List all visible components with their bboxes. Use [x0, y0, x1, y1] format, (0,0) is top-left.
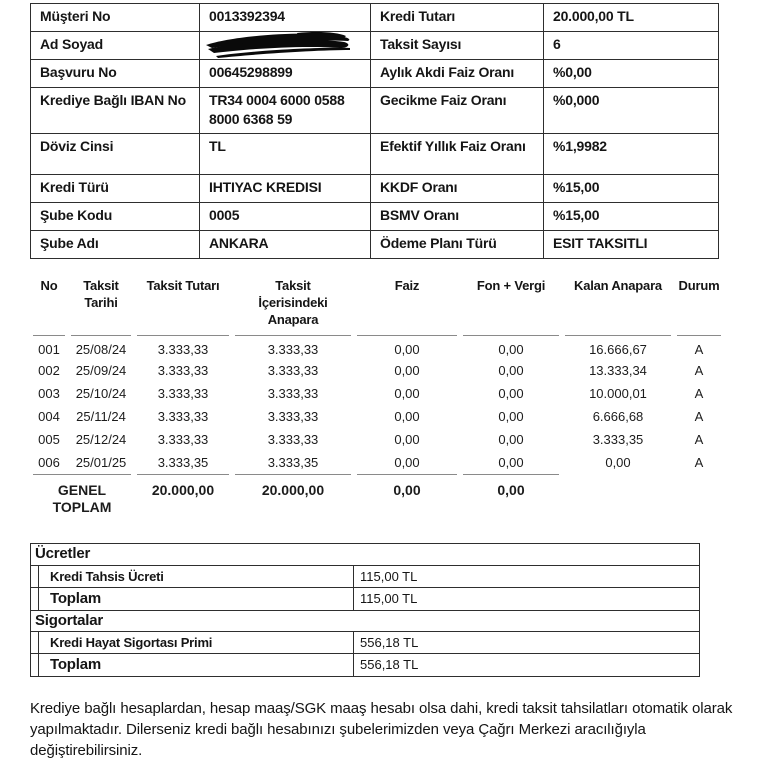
cell-amount: 3.333,33	[157, 342, 209, 358]
info-row	[31, 4, 719, 32]
cell-no: 001	[38, 342, 60, 358]
info-value: %0,00	[544, 59, 719, 87]
cell-date: 25/11/24	[76, 408, 126, 424]
info-label: Başvuru No	[31, 59, 200, 87]
col-header-durum: Durum	[677, 276, 721, 336]
col-header-taksit-tutari: Taksit Tutarı	[137, 276, 229, 336]
cell-date: 25/08/24	[75, 342, 127, 358]
info-value: TR34 0004 6000 0588 8000 6368 59	[200, 87, 371, 134]
cell-status: A	[694, 385, 704, 401]
fee-item-value: 115,00 TL	[353, 566, 699, 587]
cell-interest: 0,00	[394, 385, 420, 401]
cell-principal: 3.333,33	[267, 362, 319, 378]
total-tax: 0,00	[463, 474, 559, 517]
cell-remaining: 16.666,67	[589, 342, 647, 358]
cell-status: A	[694, 408, 704, 424]
cell-date: 25/09/24	[75, 362, 127, 378]
col-header-anapara: Taksit İçerisindeki Anapara	[235, 276, 351, 336]
fee-item-row	[31, 565, 699, 587]
total-amount: 20.000,00	[137, 474, 229, 517]
cell-tax: 0,00	[498, 431, 524, 447]
info-value: %15,00	[544, 203, 719, 231]
col-header-kalan-anapara: Kalan Anapara	[565, 276, 671, 336]
schedule-header-row	[33, 276, 721, 336]
cell-remaining: 10.000,01	[589, 385, 647, 401]
cell-date: 25/01/25	[75, 454, 127, 470]
cell-remaining: 6.666,68	[592, 408, 644, 424]
schedule-total-row	[33, 474, 721, 517]
cell-interest: 0,00	[394, 408, 420, 424]
info-row	[31, 203, 719, 231]
cell-remaining: 3.333,35	[592, 431, 644, 447]
info-row	[31, 59, 719, 87]
fee-section-row	[31, 610, 699, 631]
schedule-row	[33, 451, 721, 474]
info-value: TL	[200, 134, 371, 175]
info-label: Müşteri No	[31, 4, 200, 32]
loan-info-table	[30, 3, 719, 259]
insurance-total-value: 556,18 TL	[353, 654, 699, 676]
cell-tax: 0,00	[498, 408, 524, 424]
cell-no: 005	[38, 431, 60, 447]
info-label: Krediye Bağlı IBAN No	[31, 87, 200, 134]
footer-note: Krediye bağlı hesaplardan, hesap maaş/SGK maaş hesabı olsa dahi, kredi taksit tahsilatları otomatik olarak yapılmaktadır. Dilerseniz kredi bağlı hesabınızı şubelerimizden veya Çağrı Merkezi aracılığıyla değiştirebilirsiniz.	[30, 699, 733, 760]
info-value: ESIT TAKSITLI	[544, 231, 719, 259]
cell-status: A	[694, 431, 704, 447]
info-value: %1,9982	[544, 134, 719, 175]
cell-status: A	[694, 454, 704, 470]
cell-remaining: 13.333,34	[589, 362, 647, 378]
col-header-faiz: Faiz	[357, 276, 457, 336]
cell-amount: 3.333,33	[157, 408, 209, 424]
cell-date: 25/10/24	[75, 385, 127, 401]
fees-section-title: Ücretler	[35, 544, 91, 562]
cell-amount: 3.333,35	[157, 454, 209, 470]
fee-total-row	[31, 653, 699, 676]
insurance-total-label: Toplam	[38, 654, 353, 676]
schedule-row	[33, 359, 721, 382]
cell-interest: 0,00	[394, 342, 420, 358]
insurance-section-title: Sigortalar	[35, 611, 104, 629]
info-row	[31, 175, 719, 203]
cell-tax: 0,00	[498, 454, 524, 470]
info-row	[31, 31, 719, 59]
cell-no: 002	[38, 362, 60, 378]
cell-principal: 3.333,33	[267, 408, 319, 424]
redaction-scribble-icon	[202, 31, 358, 59]
info-label: Kredi Türü	[31, 175, 200, 203]
cell-interest: 0,00	[394, 454, 420, 470]
cell-principal: 3.333,33	[267, 342, 319, 358]
cell-amount: 3.333,33	[157, 431, 209, 447]
info-value: %15,00	[544, 175, 719, 203]
info-value: ANKARA	[200, 231, 371, 259]
cell-remaining: 0,00	[605, 454, 631, 470]
total-label: GENEL TOPLAM	[33, 474, 131, 517]
info-label: Gecikme Faiz Oranı	[371, 87, 544, 134]
info-row	[31, 87, 719, 134]
info-label: Döviz Cinsi	[31, 134, 200, 175]
fee-section-row	[31, 544, 699, 565]
info-label: Efektif Yıllık Faiz Oranı	[371, 134, 544, 175]
cell-tax: 0,00	[498, 385, 524, 401]
info-label: Kredi Tutarı	[371, 4, 544, 32]
info-label: Taksit Sayısı	[371, 31, 544, 59]
cell-no: 003	[38, 385, 60, 401]
fee-total-value: 115,00 TL	[353, 588, 699, 610]
redacted-name-cell	[200, 31, 371, 59]
info-row	[31, 134, 719, 175]
cell-tax: 0,00	[498, 342, 524, 358]
cell-interest: 0,00	[394, 362, 420, 378]
info-label: BSMV Oranı	[371, 203, 544, 231]
cell-amount: 3.333,33	[157, 362, 209, 378]
info-value: IHTIYAC KREDISI	[200, 175, 371, 203]
cell-tax: 0,00	[498, 362, 524, 378]
info-value: 6	[544, 31, 719, 59]
cell-no: 004	[38, 408, 60, 424]
info-value: %0,000	[544, 87, 719, 134]
fee-item-row	[31, 631, 699, 653]
fee-total-row	[31, 587, 699, 610]
schedule-row	[33, 428, 721, 451]
info-value: 00645298899	[200, 59, 371, 87]
cell-amount: 3.333,33	[157, 385, 209, 401]
total-principal: 20.000,00	[235, 474, 351, 517]
info-value: 0013392394	[200, 4, 371, 32]
schedule-row	[33, 382, 721, 405]
fee-item-label: Kredi Tahsis Ücreti	[38, 566, 353, 587]
cell-principal: 3.333,35	[267, 454, 319, 470]
col-header-no: No	[33, 276, 65, 336]
info-label: Şube Kodu	[31, 203, 200, 231]
payment-schedule-table	[27, 276, 727, 517]
cell-date: 25/12/24	[75, 431, 127, 447]
cell-status: A	[694, 342, 704, 358]
info-label: KKDF Oranı	[371, 175, 544, 203]
total-interest: 0,00	[357, 474, 457, 517]
info-label: Ad Soyad	[31, 31, 200, 59]
info-label: Şube Adı	[31, 231, 200, 259]
cell-status: A	[694, 362, 704, 378]
info-value: 20.000,00 TL	[544, 4, 719, 32]
col-header-fon-vergi: Fon + Vergi	[463, 276, 559, 336]
info-label: Aylık Akdi Faiz Oranı	[371, 59, 544, 87]
cell-principal: 3.333,33	[267, 431, 319, 447]
fee-total-label: Toplam	[38, 588, 353, 610]
fees-table	[30, 543, 700, 677]
info-row	[31, 231, 719, 259]
cell-interest: 0,00	[394, 431, 420, 447]
schedule-row	[33, 405, 721, 428]
info-label: Ödeme Planı Türü	[371, 231, 544, 259]
cell-principal: 3.333,33	[267, 385, 319, 401]
schedule-row	[33, 336, 721, 359]
insurance-item-value: 556,18 TL	[353, 632, 699, 653]
col-header-taksit-tarihi: Taksit Tarihi	[71, 276, 131, 336]
info-value: 0005	[200, 203, 371, 231]
cell-no: 006	[38, 454, 60, 470]
insurance-item-label: Kredi Hayat Sigortası Primi	[38, 632, 353, 653]
